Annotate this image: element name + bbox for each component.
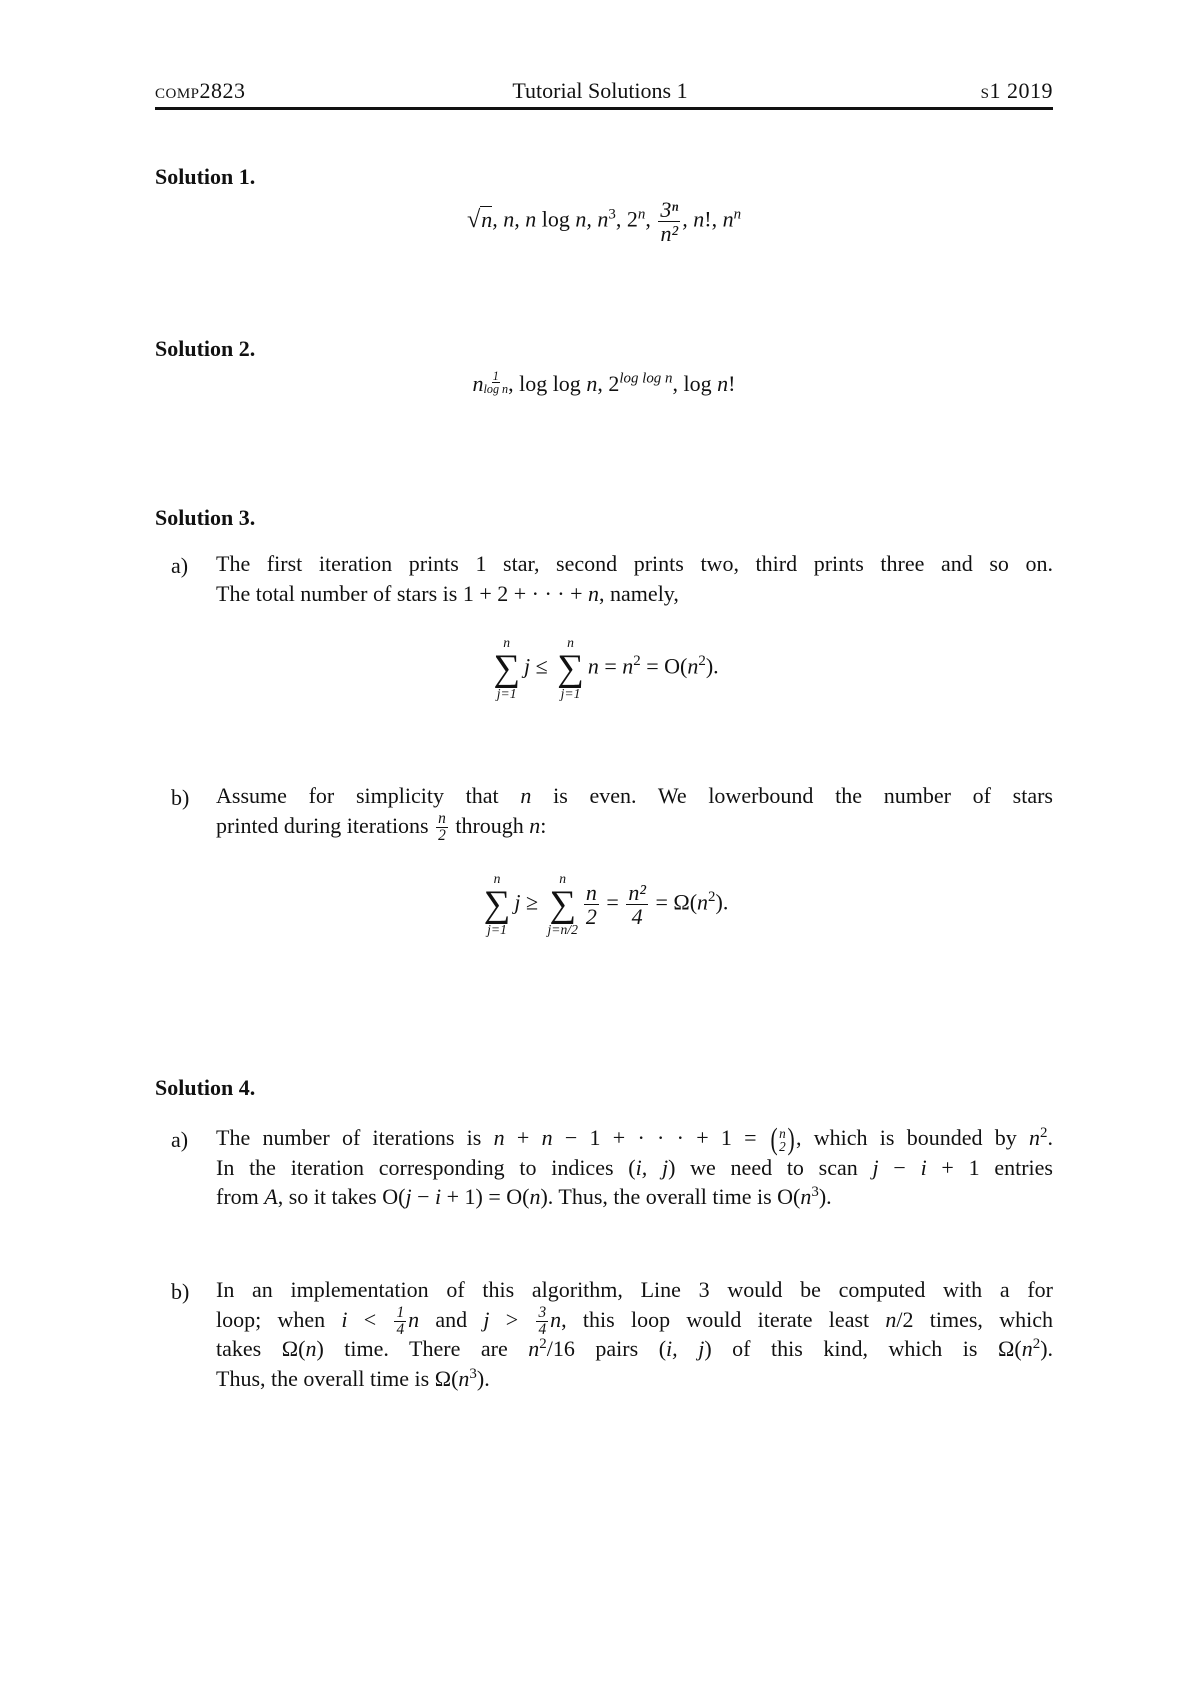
binomial-args <box>779 1127 786 1153</box>
text-run: Thus, the overall time is <box>216 1365 435 1391</box>
math-roman: !, <box>704 206 723 232</box>
summation <box>493 636 520 701</box>
sigma-icon: ∑ <box>557 647 584 689</box>
sum-lower-limit: j=1 <box>496 686 517 702</box>
numerator: 3ⁿ <box>660 197 679 222</box>
square-root <box>467 207 492 232</box>
math-roman: ( <box>658 1336 667 1361</box>
exponent-fraction <box>484 370 509 395</box>
math-italic: i <box>341 1306 348 1332</box>
text-run: . <box>484 1365 490 1391</box>
sigma-icon: ∑ <box>549 883 577 925</box>
math-italic: n <box>885 1306 897 1332</box>
text-run: The first iteration prints 1 star, second prints two, third prints three and so on. <box>216 551 1053 576</box>
superscript: 3 <box>608 206 616 223</box>
math-italic: n <box>586 370 598 396</box>
text-run: is even. We lowerbound the number of stars <box>531 783 1053 808</box>
text-line <box>216 1364 1053 1393</box>
summation <box>557 636 584 701</box>
solution-1-formula <box>155 198 1053 245</box>
math-roman: ) <box>316 1336 324 1361</box>
math-italic: j <box>405 1184 412 1209</box>
math-italic: j <box>523 653 531 679</box>
math-roman: ≤ <box>530 653 554 679</box>
part-label: b) <box>171 1279 190 1304</box>
math-roman: > <box>489 1306 535 1332</box>
text-run: entries <box>979 1154 1053 1180</box>
math-roman: = <box>598 653 623 679</box>
paren: ) <box>787 1122 795 1157</box>
solution-3b-formula <box>155 872 1053 937</box>
math-italic: n <box>1029 1125 1041 1150</box>
text-line <box>216 1153 1053 1182</box>
header-semester: s1 2019 <box>980 78 1053 103</box>
text-run: The number of iterations is <box>216 1125 494 1150</box>
denominator: log n <box>483 382 509 397</box>
math-italic: n <box>587 653 599 679</box>
text-run: The total number of stars is <box>216 580 463 606</box>
text-run: , which is bounded by <box>795 1125 1030 1150</box>
math-italic: n <box>528 1336 540 1361</box>
math-roman: = Ω( <box>649 889 698 915</box>
text-run: . Thus, the overall time is <box>547 1184 778 1209</box>
text-run: , namely, <box>599 580 679 606</box>
solution-2-heading: Solution 2. <box>155 336 256 361</box>
text-run: In an implementation of this algorithm, Line 3 would be computed with a for <box>216 1277 1053 1302</box>
math-roman: /16 <box>546 1336 575 1361</box>
math-italic: n, n <box>575 206 609 232</box>
summation <box>484 872 511 937</box>
superscript: 3 <box>811 1183 819 1200</box>
radical-sign-icon: √ <box>466 205 481 233</box>
text-run: , this loop would iterate least <box>561 1306 886 1332</box>
math-italic: j <box>514 889 521 915</box>
sum-lower-limit: j=1 <box>487 922 507 938</box>
math-roman: ≥ <box>520 889 544 915</box>
math-roman: ( <box>628 1154 636 1180</box>
superscript: n <box>733 206 742 223</box>
math-roman: ). <box>715 889 729 915</box>
numerator: 1 <box>396 1303 405 1321</box>
text-run: of this kind, which is <box>711 1336 999 1361</box>
math-italic: n <box>529 1184 541 1209</box>
math-italic: n <box>541 1125 553 1150</box>
math-roman: ! <box>728 370 736 396</box>
solution-1-heading: Solution 1. <box>155 164 256 189</box>
text-run: Assume for simplicity that <box>216 783 521 808</box>
math-roman: ) <box>818 1184 827 1209</box>
sum-upper-limit: n <box>559 871 567 886</box>
denominator: 4 <box>538 1320 547 1338</box>
solution-4-heading: Solution 4. <box>155 1075 256 1100</box>
text-run: times, which <box>913 1306 1053 1332</box>
math-italic: i, j <box>635 1154 669 1180</box>
math-italic: n <box>1021 1336 1033 1361</box>
math-roman: , 2 <box>615 206 638 232</box>
math-italic: , n, n <box>492 206 542 232</box>
math-italic: n <box>408 1306 420 1332</box>
sigma-icon: ∑ <box>493 647 520 689</box>
header-course-code: comp2823 <box>155 78 246 103</box>
math-roman: = O( <box>640 653 688 679</box>
text-line <box>216 1334 1053 1363</box>
radicand: n <box>481 206 493 232</box>
math-roman: , log log <box>508 370 587 396</box>
math-roman: ) <box>704 1336 712 1361</box>
sum-upper-limit: n <box>503 635 511 650</box>
superscript: 2 <box>708 889 716 906</box>
text-line <box>216 1122 1053 1157</box>
math-italic: n <box>493 1125 505 1150</box>
part-label: b) <box>171 785 190 810</box>
superscript: 3 <box>469 1365 477 1382</box>
math-roman: ). <box>705 653 719 679</box>
math-italic: j <box>872 1154 879 1180</box>
numerator: 1 <box>492 369 499 383</box>
fraction <box>584 881 599 928</box>
fraction <box>626 881 648 928</box>
text-run: , so it takes <box>277 1184 383 1209</box>
math-roman: , log <box>672 370 718 396</box>
text-run: from <box>216 1184 265 1209</box>
text-line <box>216 811 1053 845</box>
math-italic: n <box>722 206 734 232</box>
math-italic: i <box>434 1184 442 1209</box>
math-roman: O( <box>382 1184 406 1209</box>
sum-upper-limit: n <box>567 635 574 650</box>
fraction <box>436 811 448 844</box>
math-roman: + 1 <box>926 1154 980 1180</box>
superscript: 2 <box>1040 1124 1048 1141</box>
text-run: through <box>449 812 530 838</box>
math-roman: , 2 <box>597 370 620 396</box>
superscript: 2 <box>539 1335 547 1352</box>
math-roman: O( <box>777 1184 801 1209</box>
math-italic: n <box>305 1336 317 1361</box>
math-roman: ) <box>1040 1336 1048 1361</box>
math-italic: n <box>588 580 600 606</box>
math-roman: = <box>600 889 625 915</box>
math-italic: i <box>920 1154 927 1180</box>
text-run: time. There are <box>323 1336 529 1361</box>
sum-lower-limit: j=n/2 <box>547 922 578 938</box>
text-run: pairs <box>574 1336 659 1361</box>
denominator: 4 <box>631 903 643 929</box>
fraction <box>658 198 680 245</box>
sum-lower-limit: j=1 <box>560 686 581 702</box>
text-run: . <box>1047 1125 1053 1150</box>
text-run: . <box>826 1184 832 1209</box>
text-line <box>216 549 1053 578</box>
text-run: we need to scan <box>675 1154 873 1180</box>
math-italic: i, j <box>666 1336 705 1361</box>
math-roman: + <box>504 1125 542 1150</box>
math-italic: n <box>687 653 699 679</box>
math-italic: n <box>622 653 634 679</box>
denominator: 2 <box>438 826 446 844</box>
denominator: 4 <box>396 1320 405 1338</box>
math-roman: Ω( <box>281 1336 306 1361</box>
text-run: loop; when <box>216 1306 342 1332</box>
math-roman: , <box>645 206 657 232</box>
math-italic: n <box>529 812 541 838</box>
text-run: takes <box>216 1336 282 1361</box>
math-italic: A <box>264 1184 278 1209</box>
solution-2-formula <box>155 370 1053 397</box>
text-line <box>216 781 1053 810</box>
paren: ( <box>770 1122 778 1157</box>
math-roman: Ω( <box>998 1336 1022 1361</box>
superscript: 2 <box>633 653 641 670</box>
math-italic: n <box>458 1365 470 1391</box>
math-roman: − <box>411 1184 435 1209</box>
text-run: and <box>419 1306 484 1332</box>
numerator: n² <box>628 879 646 905</box>
text-line <box>216 1275 1053 1304</box>
text-line <box>216 1182 1053 1211</box>
text-run: printed during iterations <box>216 812 435 838</box>
math-roman: − 1 + · · · + 1 = <box>552 1125 769 1150</box>
math-italic: n <box>717 370 729 396</box>
part-label: a) <box>171 1127 189 1152</box>
text-run: In the iteration corresponding to indices <box>216 1154 629 1180</box>
math-italic: n <box>550 1306 562 1332</box>
math-roman: ) <box>668 1154 676 1180</box>
superscript: 2 <box>698 653 706 670</box>
text-run: . <box>1047 1336 1054 1361</box>
text-run: : <box>540 812 547 838</box>
math-roman: + 1) = O( <box>441 1184 530 1209</box>
numerator: n <box>438 809 446 827</box>
numerator: n <box>585 879 597 905</box>
math-roman: Ω( <box>434 1365 459 1391</box>
math-italic: n <box>800 1184 812 1209</box>
math-italic: n <box>697 889 709 915</box>
solution-3-heading: Solution 3. <box>155 505 256 530</box>
math-italic: n <box>520 783 532 808</box>
math-roman: ) <box>540 1184 548 1209</box>
sum-upper-limit: n <box>493 871 501 886</box>
math-roman: ) <box>476 1365 485 1391</box>
math-roman: 1 + 2 + · · · + <box>462 580 589 606</box>
part-label: a) <box>171 553 189 578</box>
denominator: 2 <box>585 903 597 929</box>
sigma-icon: ∑ <box>483 883 511 925</box>
superscript: n <box>637 206 646 223</box>
header-title: Tutorial Solutions 1 <box>512 78 688 103</box>
numerator: 3 <box>538 1303 547 1321</box>
math-italic: , n <box>682 206 705 232</box>
math-roman: log <box>541 206 576 232</box>
denominator: n² <box>660 221 679 247</box>
math-roman: < <box>347 1306 393 1332</box>
binomial <box>769 1122 796 1157</box>
header-rule <box>155 107 1053 110</box>
math-italic: j <box>483 1306 490 1332</box>
superscript: log log n <box>619 370 673 387</box>
summation <box>548 872 578 937</box>
binomial-top: n <box>779 1125 786 1141</box>
binomial-bottom: 2 <box>779 1138 786 1154</box>
solution-3a-formula <box>155 636 1053 701</box>
superscript: 2 <box>1032 1335 1041 1352</box>
math-italic: n <box>472 370 484 396</box>
text-line <box>216 579 1053 608</box>
math-roman: − <box>878 1154 921 1180</box>
math-roman: /2 <box>896 1306 914 1332</box>
